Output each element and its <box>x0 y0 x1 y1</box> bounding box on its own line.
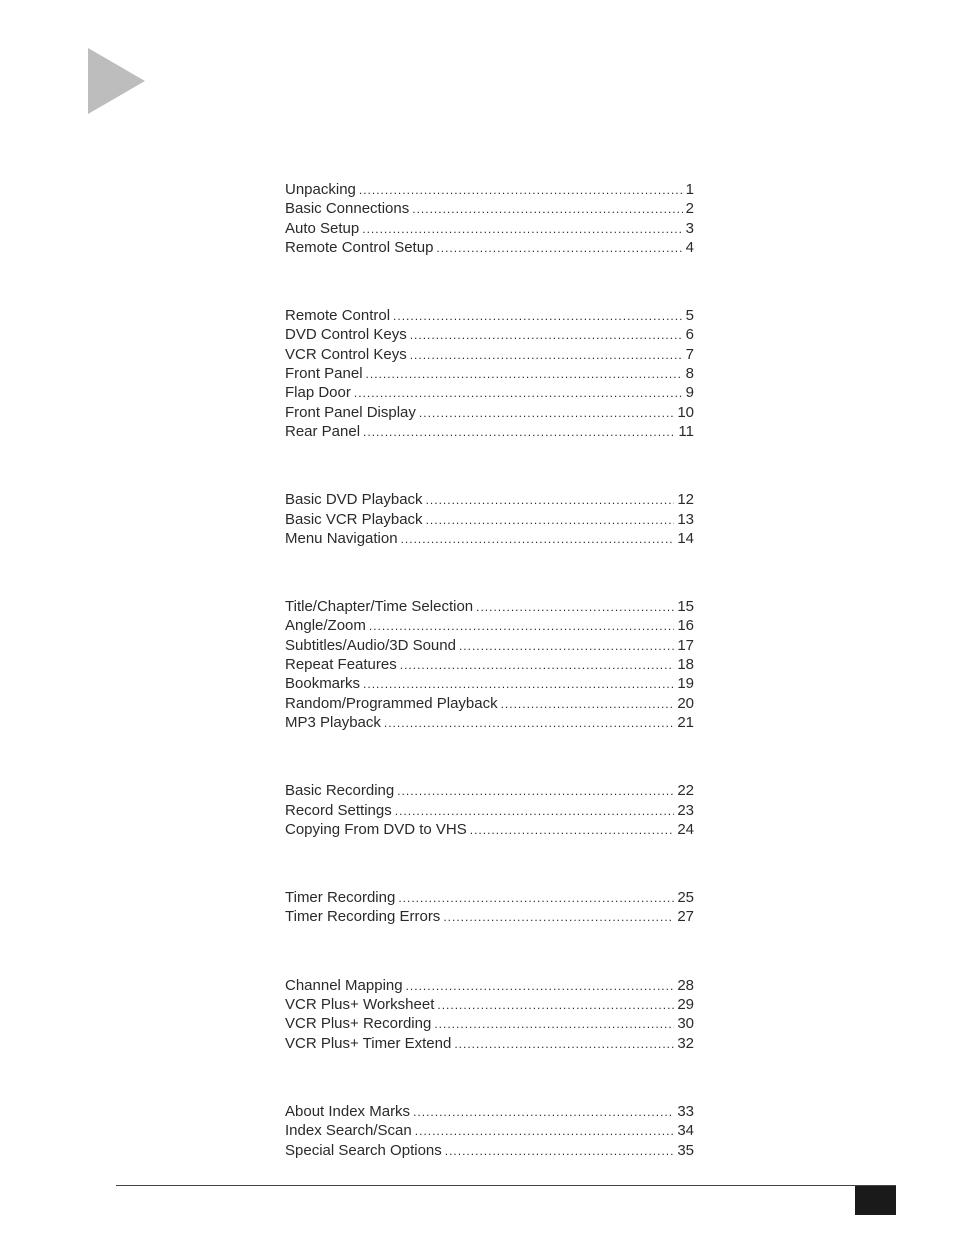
dot-leader <box>393 307 683 326</box>
toc-entry-label: About Index Marks <box>285 1102 411 1120</box>
toc-entry-page: 21 <box>677 713 694 731</box>
toc-entry-page: 15 <box>677 598 694 616</box>
toc-entry-page: 18 <box>677 656 694 674</box>
toc-entry-page: 16 <box>677 617 694 635</box>
toc-section-6 <box>285 888 694 927</box>
dot-leader <box>398 889 674 908</box>
toc-entry-label: Basic DVD Playback <box>285 491 423 509</box>
toc-entry-label: Index Search/Scan <box>285 1122 412 1140</box>
dot-leader <box>366 365 683 384</box>
toc-entry[interactable] <box>285 597 694 616</box>
dot-leader <box>362 220 682 239</box>
toc-entry[interactable] <box>285 655 694 674</box>
toc-entry[interactable] <box>285 995 694 1014</box>
toc-entry[interactable] <box>285 1141 694 1160</box>
toc-section-7 <box>285 976 694 1053</box>
toc-entry-label: Bookmarks <box>285 675 361 693</box>
toc-entry-page: 35 <box>677 1141 694 1159</box>
toc-entry-page: 7 <box>685 345 694 363</box>
dot-leader <box>426 511 675 530</box>
toc-entry-label: Remote Control <box>285 307 391 325</box>
toc-entry-page: 20 <box>677 694 694 712</box>
toc-section-4 <box>285 597 694 732</box>
play-triangle-icon <box>88 48 145 114</box>
toc-entry-label: Record Settings <box>285 801 392 819</box>
toc-entry[interactable] <box>285 510 694 529</box>
toc-entry-label: Flap Door <box>285 384 351 402</box>
toc-entry-page: 6 <box>685 326 694 344</box>
toc-entry-label: Remote Control Setup <box>285 238 434 256</box>
toc-entry[interactable] <box>285 781 694 800</box>
toc-entry-label: VCR Plus+ Recording <box>285 1015 432 1033</box>
toc-entry-page: 23 <box>677 801 694 819</box>
toc-entry-page: 12 <box>677 491 694 509</box>
toc-entry-page: 3 <box>685 219 694 237</box>
dot-leader <box>400 656 675 675</box>
toc-section-5 <box>285 781 694 839</box>
toc-entry-page: 4 <box>685 238 694 256</box>
toc-section-1 <box>285 180 694 257</box>
toc-entry-label: Menu Navigation <box>285 529 398 547</box>
toc-entry-page: 29 <box>677 996 694 1014</box>
toc-entry-page: 34 <box>677 1122 694 1140</box>
dot-leader <box>419 404 674 423</box>
dot-leader <box>434 1015 674 1034</box>
toc-entry-label: Title/Chapter/Time Selection <box>285 598 474 616</box>
toc-entry[interactable] <box>285 713 694 732</box>
toc-entry-page: 2 <box>685 200 694 218</box>
toc-entry-page: 32 <box>677 1034 694 1052</box>
toc-entry-page: 25 <box>677 889 694 907</box>
toc-entry-label: Auto Setup <box>285 219 360 237</box>
toc-entry-page: 14 <box>677 529 694 547</box>
toc-entry-label: Basic Recording <box>285 782 395 800</box>
toc-entry-page: 11 <box>678 422 694 440</box>
toc-entry-page: 27 <box>677 908 694 926</box>
toc-entry[interactable] <box>285 325 694 344</box>
dot-leader <box>413 1103 674 1122</box>
dot-leader <box>436 239 682 258</box>
toc-entry[interactable] <box>285 888 694 907</box>
toc-entry[interactable] <box>285 674 694 693</box>
toc-entry[interactable] <box>285 219 694 238</box>
toc-entry-label: Angle/Zoom <box>285 617 366 635</box>
toc-entry[interactable] <box>285 383 694 402</box>
dot-leader <box>384 714 674 733</box>
dot-leader <box>363 675 674 694</box>
toc-entry-page: 1 <box>685 181 694 198</box>
table-of-contents <box>285 180 694 1160</box>
toc-entry-page: 24 <box>677 820 694 838</box>
toc-entry-page: 9 <box>685 384 694 402</box>
toc-entry[interactable] <box>285 1121 694 1140</box>
toc-section-8 <box>285 1102 694 1160</box>
toc-entry[interactable] <box>285 180 694 199</box>
toc-entry[interactable] <box>285 801 694 820</box>
footer-rule <box>116 1185 896 1186</box>
dot-leader <box>363 423 675 442</box>
toc-entry-label: VCR Plus+ Worksheet <box>285 996 435 1014</box>
toc-entry[interactable] <box>285 345 694 364</box>
dot-leader <box>443 908 674 927</box>
toc-entry-page: 8 <box>685 365 694 383</box>
toc-entry-label: Channel Mapping <box>285 976 403 994</box>
dot-leader <box>412 200 682 219</box>
dot-leader <box>470 821 675 840</box>
dot-leader <box>395 802 675 821</box>
toc-entry-label: Unpacking <box>285 181 356 198</box>
dot-leader <box>406 977 675 996</box>
toc-section-2 <box>285 306 694 441</box>
toc-entry-label: Copying From DVD to VHS <box>285 820 467 838</box>
toc-entry-page: 19 <box>677 675 694 693</box>
toc-entry-page: 13 <box>677 510 694 528</box>
toc-entry-page: 5 <box>685 307 694 325</box>
dot-leader <box>415 1122 675 1141</box>
toc-entry[interactable] <box>285 364 694 383</box>
toc-entry-label: Subtitles/Audio/3D Sound <box>285 636 456 654</box>
toc-entry-label: Front Panel <box>285 365 363 383</box>
toc-entry-page: 33 <box>677 1102 694 1120</box>
toc-entry[interactable] <box>285 238 694 257</box>
toc-entry[interactable] <box>285 422 694 441</box>
dot-leader <box>437 996 674 1015</box>
toc-entry-label: Repeat Features <box>285 656 397 674</box>
toc-entry[interactable] <box>285 907 694 926</box>
dot-leader <box>397 782 674 801</box>
dot-leader <box>354 384 683 403</box>
toc-entry-page: 22 <box>677 782 694 800</box>
toc-entry[interactable] <box>285 694 694 713</box>
toc-entry[interactable] <box>285 976 694 995</box>
toc-entry-label: Front Panel Display <box>285 403 416 421</box>
page-tab <box>855 1186 896 1215</box>
toc-entry-label: Rear Panel <box>285 422 361 440</box>
dot-leader <box>359 181 683 200</box>
toc-entry-label: MP3 Playback <box>285 713 381 731</box>
dot-leader <box>410 326 683 345</box>
toc-entry-label: Basic Connections <box>285 200 410 218</box>
toc-entry-label: Random/Programmed Playback <box>285 694 498 712</box>
dot-leader <box>501 695 675 714</box>
dot-leader <box>459 637 674 656</box>
toc-entry-page: 28 <box>677 976 694 994</box>
toc-entry-label: DVD Control Keys <box>285 326 407 344</box>
toc-entry[interactable] <box>285 199 694 218</box>
toc-section-3 <box>285 490 694 548</box>
toc-entry-label: Timer Recording Errors <box>285 908 441 926</box>
toc-entry[interactable] <box>285 616 694 635</box>
toc-entry-page: 10 <box>677 403 694 421</box>
toc-entry[interactable] <box>285 1014 694 1033</box>
dot-leader <box>445 1142 675 1161</box>
toc-entry-page: 17 <box>677 636 694 654</box>
dot-leader <box>401 530 675 549</box>
toc-entry[interactable] <box>285 1102 694 1121</box>
toc-entry-page: 30 <box>677 1015 694 1033</box>
toc-entry-label: Special Search Options <box>285 1141 442 1159</box>
toc-entry[interactable] <box>285 306 694 325</box>
dot-leader <box>410 346 683 365</box>
toc-entry[interactable] <box>285 403 694 422</box>
toc-entry[interactable] <box>285 1034 694 1053</box>
toc-entry[interactable] <box>285 529 694 548</box>
toc-entry-label: Timer Recording <box>285 889 396 907</box>
dot-leader <box>426 491 675 510</box>
toc-entry[interactable] <box>285 636 694 655</box>
toc-entry[interactable] <box>285 820 694 839</box>
dot-leader <box>476 598 674 617</box>
toc-entry-label: VCR Control Keys <box>285 345 407 363</box>
toc-entry[interactable] <box>285 490 694 509</box>
toc-entry-label: VCR Plus+ Timer Extend <box>285 1034 452 1052</box>
toc-entry-label: Basic VCR Playback <box>285 510 423 528</box>
dot-leader <box>369 617 674 636</box>
dot-leader <box>454 1035 674 1054</box>
